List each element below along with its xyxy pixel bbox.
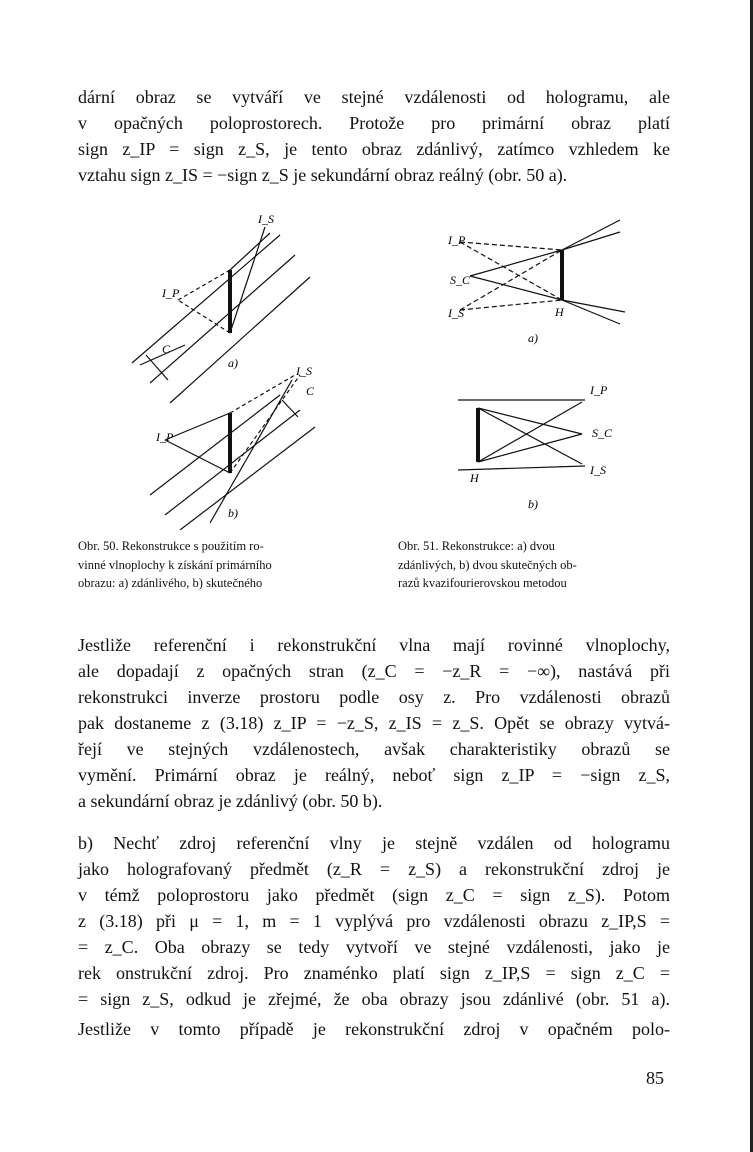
caption-line: razů kvazifourierovskou metodou [398,576,567,590]
text-line: Jestliže v tomto případě je rekonstrukční zdroj v opačném polo- [78,1019,670,1039]
label-ip-a: I_P [448,233,466,247]
paragraph-3 [78,830,670,1012]
caption-line: Obr. 50. Rekonstrukce s použitím ro- [78,539,264,553]
caption-line: Obr. 51. Rekonstrukce: a) dvou [398,539,555,553]
caption-line: vinné vlnoplochy k získání primárního [78,557,272,572]
text-line: vymění. Primární obraz je reálný, neboť sign z_IP = −sign z_S, [78,765,670,785]
label-sc-a: S_C [450,273,471,287]
panel-a-label: a) [528,331,538,345]
figure-51 [440,212,640,512]
text-line: b) Nechť zdroj referenční vlny je stejně vzdálen od hologramu [78,833,670,853]
text-line: z (3.18) při μ = 1, m = 1 vyplývá pro vzdálenosti obrazu z_IP,S = [78,911,670,931]
text-line: Jestliže referenční i rekonstrukční vlna mají rovinné vlnoplochy, [78,635,670,655]
caption-line: obrazu: a) zdánlivého, b) skutečného [78,576,263,590]
label-is-a: I_S [258,212,274,226]
label-sc-b: S_C [592,426,613,440]
text-line: řejí ve stejných vzdálenostech, avšak charakteristiky obrazů se [78,739,670,759]
text-line: = sign z_S, odkud je zřejmé, že oba obrazy jsou zdánlivé (obr. 51 a). [78,989,670,1009]
label-ip-b: I_P [156,430,174,444]
label-is-b: I_S [590,463,606,477]
figure-51-diagram [440,212,640,512]
text-line: = z_C. Oba obrazy se tedy vytvoří ve stejné vzdálenosti, jako je [78,937,670,957]
text-line: sign z_IP = sign z_S, je tento obraz zdánlivý, zatímco vzhledem ke [78,139,670,159]
text-line: v témž poloprostoru jako předmět (sign z_C = sign z_S). Potom [78,885,670,905]
text-line: pak dostaneme z (3.18) z_IP = −z_S, z_IS = z_S. Opět se obrazy vytvá- [78,713,670,733]
text-line: rekonstrukci inverze prostoru podle osy z. Pro vzdálenosti obrazů [78,687,670,707]
text-line: v opačných poloprostorech. Protože pro primární obraz platí [78,113,670,133]
text-line: dární obraz se vytváří ve stejné vzdálenosti od hologramu, ale [78,87,670,107]
figure-50-caption [78,537,272,593]
text-line: jako holografovaný předmět (z_R = z_S) a rekonstrukční zdroj je [78,859,670,879]
text-line: rek onstrukční zdroj. Pro znaménko platí sign z_IP,S = sign z_C = [78,963,670,983]
panel-a-label: a) [228,356,238,370]
label-is-a: I_S [448,306,464,320]
page-number: 85 [646,1068,664,1088]
text-line: vztahu sign z_IS = −sign z_S je sekundární obraz reálný (obr. 50 a). [78,165,568,185]
caption-line: zdánlivých, b) dvou skutečných ob- [398,557,577,572]
panel-b-label: b) [528,497,538,511]
label-ip-a: I_P [162,286,180,300]
figure-50-diagram [110,205,340,530]
figure-50 [110,205,340,530]
paragraph-2 [78,632,670,814]
paragraph-1 [78,84,670,188]
paragraph-4 [78,1016,670,1042]
panel-b-label: b) [228,506,238,520]
text-line: ale dopadají z opačných stran (z_C = −z_R = −∞), nastává při [78,661,670,681]
figure-51-caption [398,537,577,593]
text-line: a sekundární obraz je zdánlivý (obr. 50 b). [78,791,383,811]
label-c-b: C [306,384,315,398]
label-h-b: H [470,471,479,485]
label-h-a: H [555,305,564,319]
label-is-b: I_S [296,364,312,378]
label-ip-b: I_P [590,383,608,397]
label-c-a: C [162,342,171,356]
